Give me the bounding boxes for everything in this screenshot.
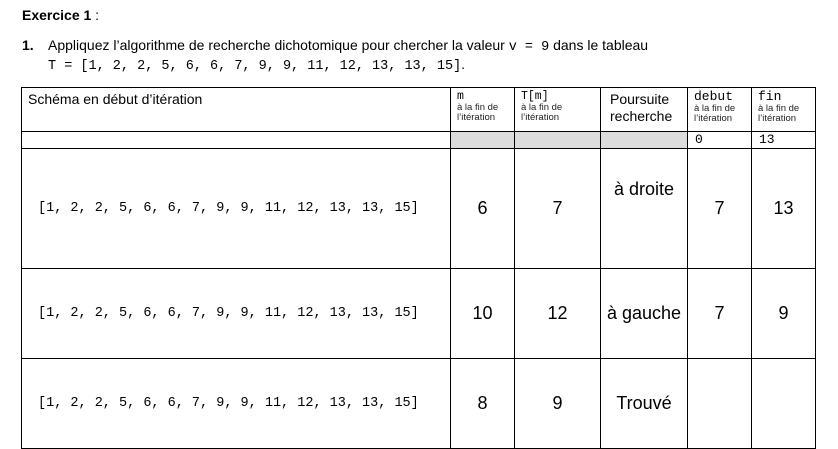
question-text-before: Appliquez l’algorithme de recherche dichotomique pour chercher la valeur xyxy=(48,37,509,53)
header-debut-label: debut xyxy=(694,89,734,104)
init-fin-cell: 13 xyxy=(752,132,816,149)
exercise-title-colon: : xyxy=(91,7,100,23)
header-tm-sub: à la fin de l’itération xyxy=(521,102,563,123)
init-row xyxy=(22,132,816,149)
init-m-cell xyxy=(451,132,515,149)
header-schema: Schéma en début d’itération xyxy=(22,88,451,132)
schema-cell: [1, 2, 2, 5, 6, 6, 7, 9, 9, 11, 12, 13, 13, 15] xyxy=(22,269,451,359)
init-schema-cell xyxy=(22,132,451,149)
schema-cell: [1, 2, 2, 5, 6, 6, 7, 9, 9, 11, 12, 13, 13, 15] xyxy=(22,149,451,269)
init-debut-cell: 0 xyxy=(688,132,752,149)
schema-cell: [1, 2, 2, 5, 6, 6, 7, 9, 9, 11, 12, 13, 13, 15] xyxy=(22,359,451,449)
debut-cell: 7 xyxy=(688,149,752,269)
header-debut xyxy=(688,88,752,132)
table-row xyxy=(22,269,816,359)
fin-cell: 9 xyxy=(752,269,816,359)
poursuite-cell: à gauche xyxy=(601,269,688,359)
array-declaration: T = [1, 2, 2, 5, 6, 6, 7, 9, 9, 11, 12, 13, 13, 15] xyxy=(48,59,462,74)
debut-cell: 7 xyxy=(688,269,752,359)
header-m-sub: à la fin de l’itération xyxy=(457,102,499,123)
question-line-1 xyxy=(22,37,648,56)
tm-cell: 12 xyxy=(515,269,601,359)
fin-cell xyxy=(752,359,816,449)
array-declaration-end: . xyxy=(461,56,466,72)
header-fin-sub: à la fin de l’itération xyxy=(758,103,800,124)
header-fin xyxy=(752,88,816,132)
header-tm xyxy=(515,88,601,132)
header-poursuite: Poursuite recherche xyxy=(601,88,688,132)
poursuite-cell: à droite xyxy=(601,149,688,269)
debut-cell xyxy=(688,359,752,449)
question-text-after: dans le tableau xyxy=(549,37,649,53)
table-row xyxy=(22,149,816,269)
init-tm-cell xyxy=(515,132,601,149)
tm-cell: 9 xyxy=(515,359,601,449)
header-row xyxy=(22,88,816,132)
m-cell: 8 xyxy=(451,359,515,449)
header-m-label: m xyxy=(457,90,464,103)
header-tm-label: T[m] xyxy=(521,90,549,103)
header-debut-sub: à la fin de l’itération xyxy=(694,103,736,124)
search-value-expr: v = 9 xyxy=(508,40,550,55)
header-fin-label: fin xyxy=(758,89,782,104)
question-line-2 xyxy=(22,56,648,75)
exercise-title-text: Exercice 1 xyxy=(22,7,92,23)
exercise-title xyxy=(22,7,99,23)
tm-cell: 7 xyxy=(515,149,601,269)
m-cell: 10 xyxy=(451,269,515,359)
question-number: 1. xyxy=(22,37,34,53)
init-poursuite-cell xyxy=(601,132,688,149)
dichotomy-table xyxy=(21,87,816,449)
header-m xyxy=(451,88,515,132)
poursuite-cell: Trouvé xyxy=(601,359,688,449)
table-row xyxy=(22,359,816,449)
m-cell: 6 xyxy=(451,149,515,269)
fin-cell: 13 xyxy=(752,149,816,269)
question xyxy=(22,37,648,75)
